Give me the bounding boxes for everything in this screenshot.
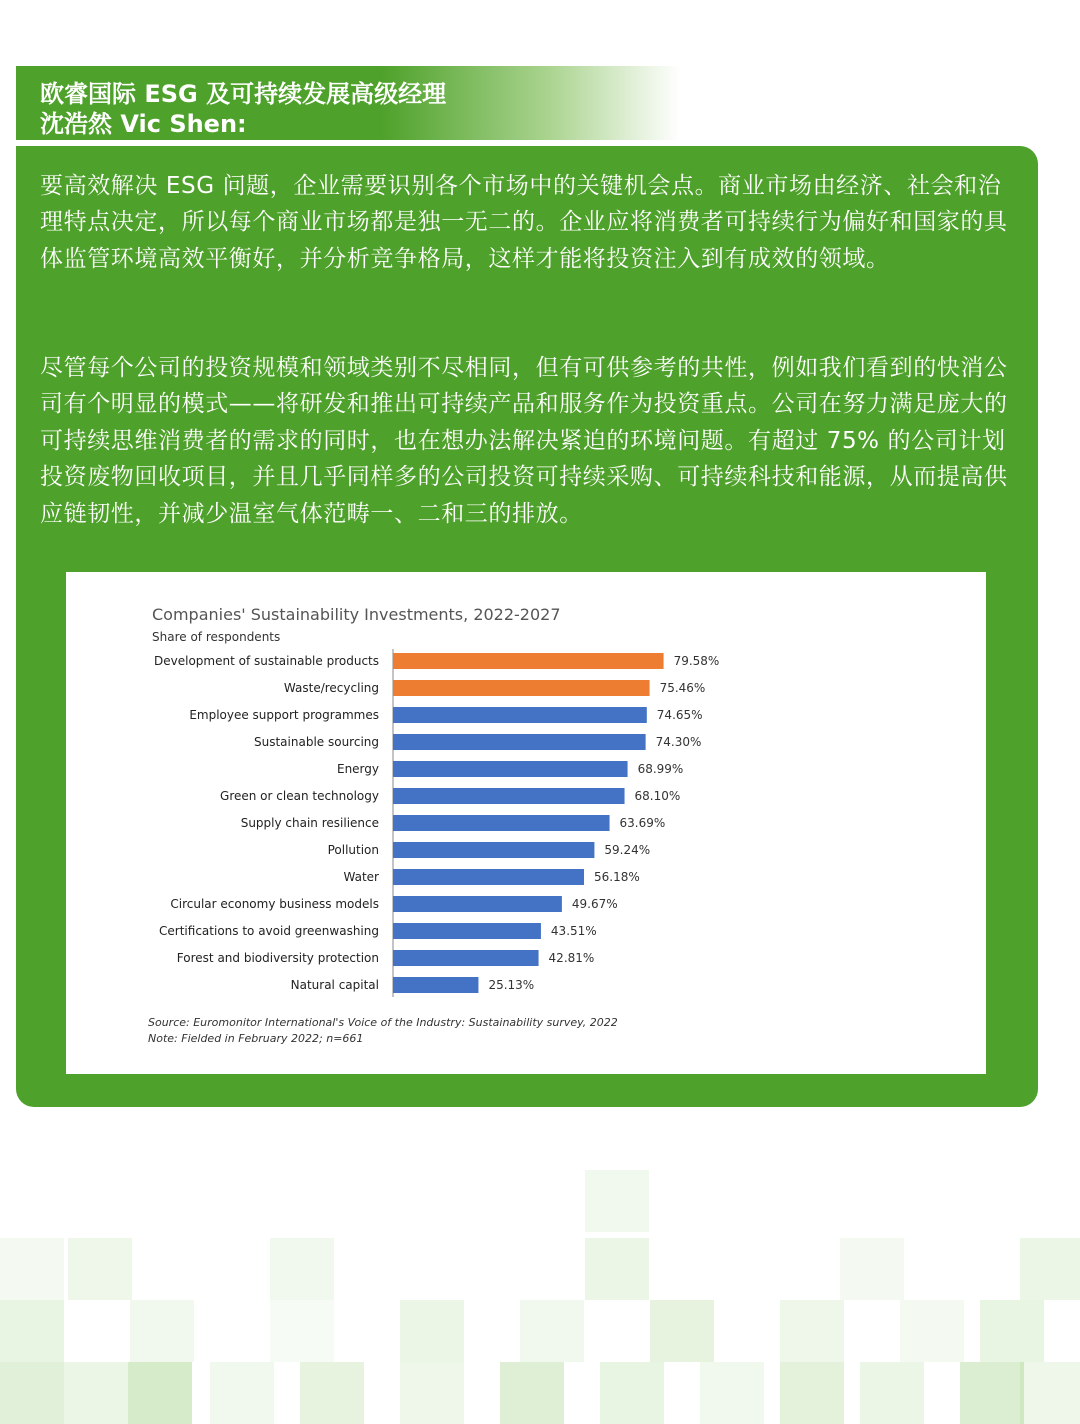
bar <box>393 842 594 858</box>
category-label: Circular economy business models <box>170 897 379 911</box>
chart-card <box>66 572 986 1074</box>
decorative-tile <box>840 1238 904 1300</box>
decorative-tile <box>1020 1362 1080 1424</box>
value-label: 49.67% <box>571 897 618 911</box>
decorative-tile <box>0 1300 64 1362</box>
bar-chart <box>66 572 986 1074</box>
decorative-tile <box>585 1238 649 1300</box>
value-label: 59.24% <box>604 843 651 857</box>
bar <box>393 896 562 912</box>
chart-subtitle: Share of respondents <box>152 630 281 644</box>
decorative-tile <box>130 1300 194 1362</box>
value-label: 42.81% <box>548 951 595 965</box>
decorative-tile <box>128 1362 192 1424</box>
decorative-tile <box>270 1238 334 1300</box>
chart-source: Source: Euromonitor International's Voice of the Industry: Sustainability survey, 2022 <box>148 1016 618 1029</box>
chart-title: Companies' Sustainability Investments, 2022-2027 <box>152 605 561 624</box>
decorative-tile <box>860 1362 924 1424</box>
decorative-tile <box>780 1362 844 1424</box>
decorative-tile <box>520 1300 584 1362</box>
value-label: 68.10% <box>634 789 681 803</box>
category-label: Forest and biodiversity protection <box>176 951 379 965</box>
decorative-tile <box>960 1362 1024 1424</box>
decorative-tile <box>68 1238 132 1300</box>
bar <box>393 707 647 723</box>
value-label: 63.69% <box>619 816 666 830</box>
decorative-tile <box>400 1300 464 1362</box>
bar <box>393 680 650 696</box>
value-label: 56.18% <box>594 870 640 884</box>
category-label: Energy <box>336 762 379 776</box>
decorative-tile <box>0 1238 64 1300</box>
category-label: Waste/recycling <box>283 681 379 695</box>
decorative-tile <box>585 1170 649 1232</box>
author-title: 欧睿国际 ESG 及可持续发展高级经理 <box>40 80 447 108</box>
decorative-tile <box>210 1362 274 1424</box>
author-name: 沈浩然 Vic Shen: <box>40 110 247 138</box>
decorative-tile <box>300 1362 364 1424</box>
category-label: Supply chain resilience <box>240 816 379 830</box>
content-panel <box>16 146 1038 1107</box>
decorative-tile <box>500 1362 564 1424</box>
paragraph-2: 尽管每个公司的投资规模和领域类别不尽相同，但有可供参考的共性，例如我们看到的快消公司有个明显的模式——将研发和推出可持续产品和服务作为投资重点。公司在努力满足庞大的可持续思维消费者的需求的同时，也在想办法解决紧迫的环境问题。有超过 75% 的公司计划投资废物回收项目，并且几乎同样多的公司投资可持续采购、可持续科技和能源，从而提高供应链韧性，并减少温室气体范畴一、二和三的排放。 <box>40 355 1008 527</box>
bar <box>393 815 610 831</box>
decorative-tile <box>780 1300 844 1362</box>
paragraph-1: 要高效解决 ESG 问题，企业需要识别各个市场中的关键机会点。商业市场由经济、社会和治理特点决定，所以每个商业市场都是独一无二的。企业应将消费者可持续行为偏好和国家的具体监管环境高效平衡好，并分析竞争格局，这样才能将投资注入到有成效的领域。 <box>40 173 1008 272</box>
bar <box>393 788 625 804</box>
value-label: 74.65% <box>656 708 703 722</box>
value-label: 79.58% <box>673 654 720 668</box>
decorative-tile <box>270 1300 334 1362</box>
value-label: 43.51% <box>550 924 597 938</box>
bar <box>393 761 628 777</box>
decorative-tile <box>980 1300 1044 1362</box>
decorative-tile <box>64 1362 128 1424</box>
value-label: 75.46% <box>659 681 706 695</box>
category-label: Green or clean technology <box>220 789 379 803</box>
decorative-tile-pattern <box>0 1170 1080 1390</box>
bar <box>393 734 646 750</box>
category-label: Development of sustainable products <box>154 654 379 668</box>
value-label: 68.99% <box>637 762 684 776</box>
decorative-tile <box>400 1362 464 1424</box>
decorative-tile <box>700 1362 764 1424</box>
bar <box>393 950 539 966</box>
decorative-tile <box>0 1362 64 1424</box>
category-label: Certifications to avoid greenwashing <box>159 924 379 938</box>
bar <box>393 977 478 993</box>
decorative-tile <box>650 1300 714 1362</box>
value-label: 25.13% <box>488 978 535 992</box>
value-label: 74.30% <box>655 735 702 749</box>
category-label: Water <box>343 870 379 884</box>
bar <box>393 653 664 669</box>
bar <box>393 923 541 939</box>
category-label: Employee support programmes <box>189 708 379 722</box>
decorative-tile <box>900 1300 964 1362</box>
author-header <box>16 66 680 140</box>
chart-note: Note: Fielded in February 2022; n=661 <box>148 1032 364 1045</box>
category-label: Sustainable sourcing <box>254 735 379 749</box>
category-label: Natural capital <box>290 978 379 992</box>
decorative-tile <box>600 1362 664 1424</box>
category-label: Pollution <box>327 843 379 857</box>
decorative-tile <box>1020 1238 1080 1300</box>
bar <box>393 869 584 885</box>
